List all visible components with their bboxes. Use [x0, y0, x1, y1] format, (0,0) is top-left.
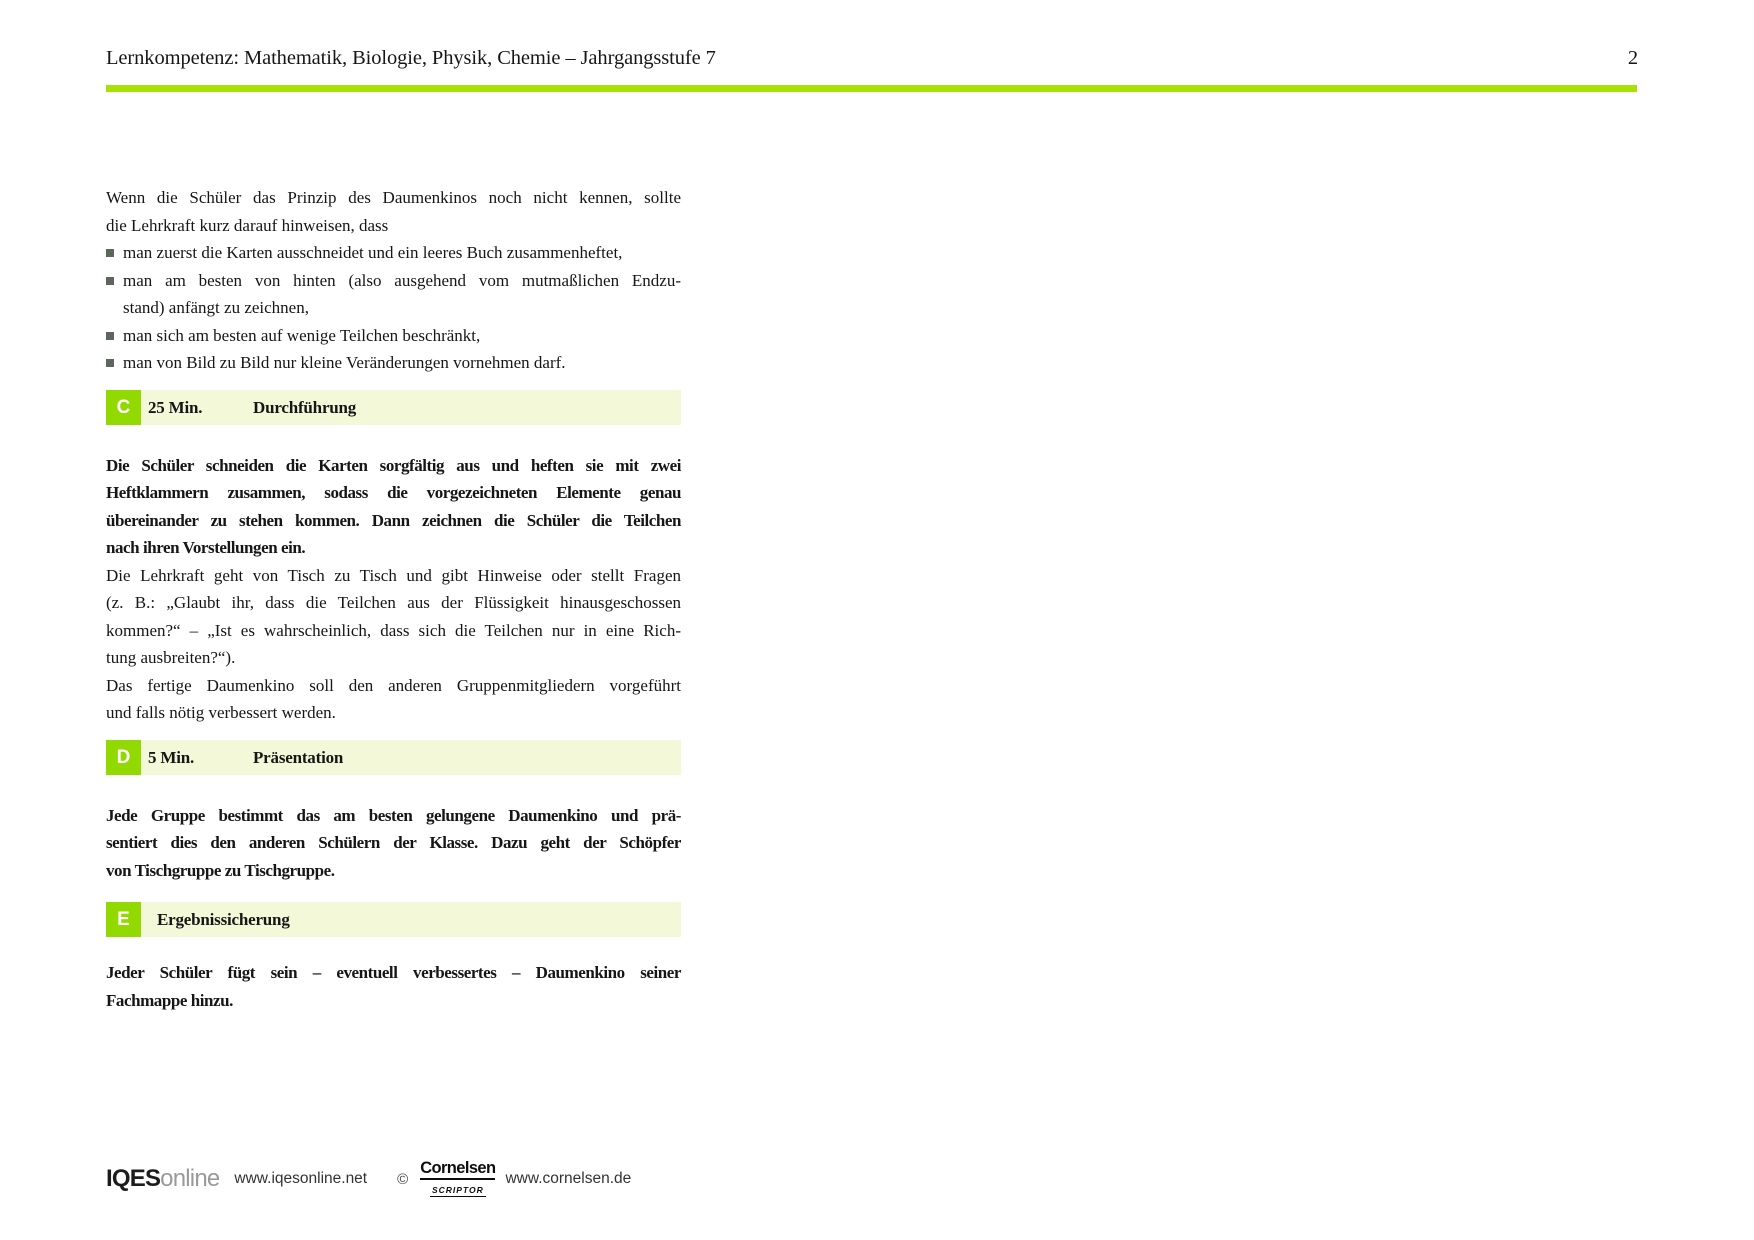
page-number: 2: [1627, 47, 1638, 69]
main-text-column: [106, 184, 681, 1014]
page-header: [106, 47, 1638, 70]
bullet-text: man am besten von hinten (also ausgehend vom mutmaßlichen Endzu- stand) anfängt zu zeichnen,: [123, 270, 681, 317]
intro-paragraph: Wenn die Schüler das Prinzip des Daumenkinos noch nicht kennen, sollte die Lehrkraft kurz darauf hinweisen, dass: [106, 188, 681, 235]
section-letter-badge-c: C: [106, 390, 141, 425]
header-rule: [106, 85, 1637, 92]
header-title: Lernkompetenz: Mathematik, Biologie, Physik, Chemie – Jahrgangsstufe 7: [106, 47, 716, 69]
cornelsen-url: www.cornelsen.de: [505, 1170, 632, 1187]
iqes-logo-text: IQES: [106, 1165, 161, 1192]
section-time-d: 5 Min.: [148, 747, 195, 767]
bullet-text: man von Bild zu Bild nur kleine Veränderungen vornehmen darf.: [123, 353, 566, 372]
scriptor-logo-text: SCRIPTOR: [431, 1185, 484, 1195]
paragraph-e-bold: Jeder Schüler fügt sein – eventuell verbessertes – Daumenkino seiner Fachmappe hinzu.: [106, 963, 681, 1010]
paragraph-c-regular: Die Lehrkraft geht von Tisch zu Tisch und gibt Hinweise oder stellt Fragen (z. B.: „Glaubt ihr, dass die Teilchen aus der Flüssigkeit hinausgeschossen kommen?“ – „Ist es wahrscheinlich, dass sich die Teilchen nur in eine Rich- tung ausbreiten?“).: [106, 565, 681, 667]
paragraph-c-bold: Die Schüler schneiden die Karten sorgfältig aus und heften sie mit zwei Heftklammern zusammen, sodass die vorgezeichneten Elemente genau übereinander zu stehen kommen. Dann zeichnen die Schüler die Teilchen nach ihren Vorstellungen ein.: [106, 455, 681, 557]
section-title-e: Ergebnissicherung: [157, 910, 290, 929]
section-bar-d: [106, 740, 681, 775]
bullet-list: [106, 239, 681, 377]
iqes-url: www.iqesonline.net: [234, 1170, 368, 1187]
bullet-square-icon: [106, 277, 114, 285]
cornelsen-logo-text: Cornelsen: [420, 1160, 495, 1180]
iqes-online-logo: [106, 1165, 219, 1193]
bullet-item: [106, 239, 681, 267]
section-letter-badge-e: E: [106, 902, 141, 937]
bullet-text: man sich am besten auf wenige Teilchen beschränkt,: [123, 325, 481, 345]
section-bar-e: [106, 902, 681, 937]
paragraph-d-bold: Jede Gruppe bestimmt das am besten gelungene Daumenkino und prä- sentiert dies den anderen Schülern der Klasse. Dazu geht der Schöpfer von Tischgruppe zu Tischgruppe.: [106, 805, 681, 880]
bullet-item: [106, 322, 681, 350]
bullet-item: [106, 267, 681, 322]
iqes-logo-online-text: online: [160, 1165, 220, 1192]
paragraph-c-regular-2: Das fertige Daumenkino soll den anderen Gruppenmitgliedern vorgeführt und falls nötig verbessert werden.: [106, 675, 681, 722]
cornelsen-scriptor-logo: [420, 1160, 495, 1198]
page-footer: [106, 1160, 631, 1198]
bullet-square-icon: [106, 359, 114, 367]
section-title-d: Präsentation: [253, 747, 344, 767]
bullet-item: [106, 349, 681, 377]
section-bar-c: [106, 390, 681, 425]
bullet-square-icon: [106, 249, 114, 257]
bullet-text: man zuerst die Karten ausschneidet und ein leeres Buch zusammenheftet,: [123, 243, 623, 262]
section-time-c: 25 Min.: [148, 397, 203, 417]
bullet-square-icon: [106, 332, 114, 340]
copyright-symbol: ©: [397, 1170, 409, 1188]
section-title-c: Durchführung: [253, 397, 357, 417]
section-letter-badge-d: D: [106, 740, 141, 775]
